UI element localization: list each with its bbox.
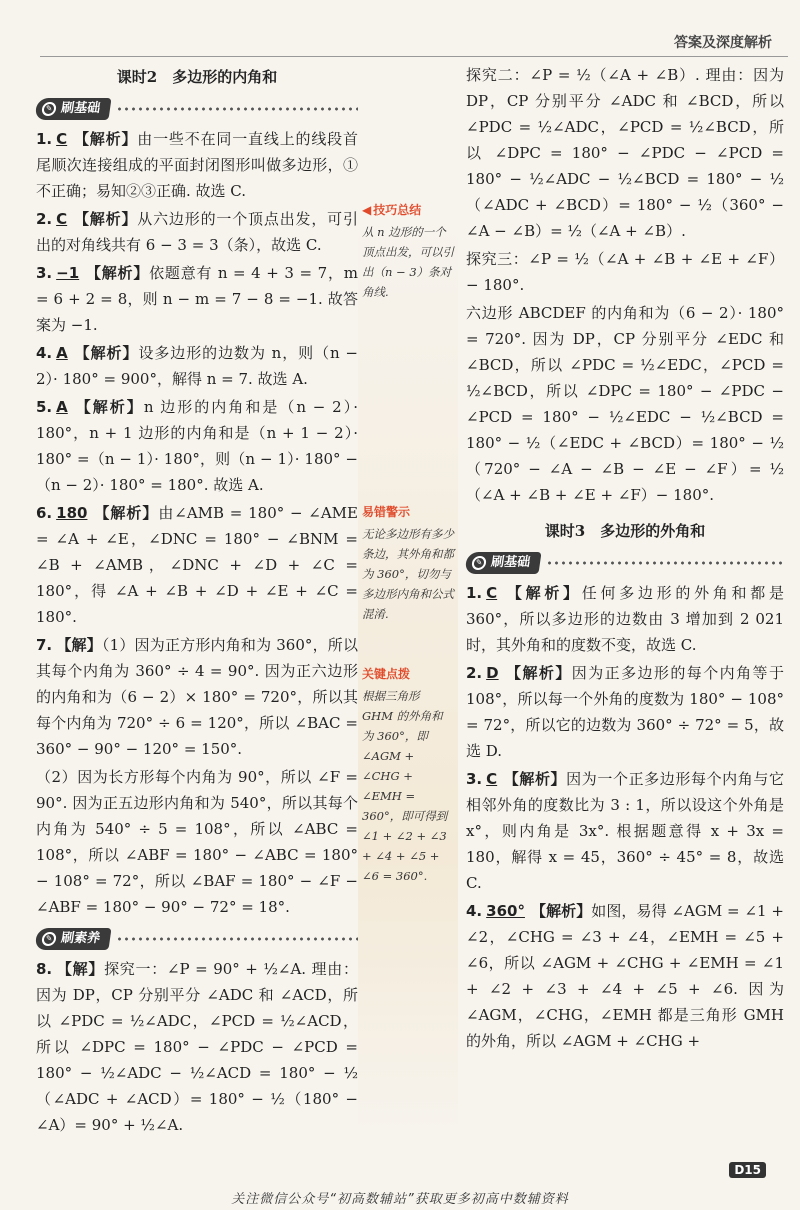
page-number: D15: [729, 1162, 766, 1178]
lesson-title: 课时3 多边形的外角和: [544, 522, 706, 540]
left-column: [36, 62, 358, 1140]
answer-item-part2: （2）因为长方形每个内角为 90°，所以 ∠F = 90°. 因为正五边形内角和为 540°，所以其每个内角为 540° ÷ 5 = 108°，所以 ∠ABC = 108°，所以 ∠ABF = 180° − ∠ABC = 180° − 108° = 72°，所以 ∠BAF = 180° − ∠F − ∠ABF = 180° − 90° − 72° = 18°.: [36, 768, 358, 916]
explore-two: 探究二：∠P = ½（∠A + ∠B）. 理由：因为 DP，CP 分别平分 ∠ADC 和 ∠BCD，所以 ∠PDC = ½∠ADC，∠PCD = ½∠BCD，所以 ∠DPC = 180° − ∠PDC − ∠PCD = 180° − ½∠ADC − ½∠BCD = 180° − ½（∠ADC + ∠BCD）= 180° − ½（360° − ∠A − ∠B）= ½（∠A + ∠B）.: [466, 66, 784, 240]
pen-icon: ✎: [471, 556, 487, 570]
header-divider: [40, 56, 788, 57]
answer-item: 2. C 【解析】从六边形的一个顶点出发，可引出的对角线共有 6 − 3 = 3（条），故选 C.: [36, 210, 358, 254]
lesson-title: 课时2 多边形的内角和: [116, 68, 278, 86]
explore-three-proof: 六边形 ABCDEF 的内角和为（6 − 2）· 180° = 720°. 因为 DP，CP 分别平分 ∠EDC 和 ∠BCD，所以 ∠PDC = ½∠EDC，∠PCD = ½∠BCD，所以 ∠DPC = 180° − ∠PDC − ∠PCD = 180° − ½∠EDC − ½∠BCD = 180° − ½（∠EDC + ∠BCD）= 180° − ½（720° − ∠A − ∠B − ∠E − ∠F）= ½（∠A + ∠B + ∠E + ∠F）− 180°.: [466, 304, 784, 504]
answer-item: 8. 【解】探究一：∠P = 90° + ½∠A. 理由：因为 DP，CP 分别平分 ∠ADC 和 ∠ACD，所以 ∠PDC = ½∠ADC，∠PCD = ½∠ACD，所以 ∠DPC = 180° − ∠PDC − ∠PCD = 180° − ½∠ADC − ½∠ACD = 180° − ½（∠ADC + ∠ACD）= 180° − ½（180° − ∠A）= 90° + ½∠A.: [36, 960, 358, 1134]
answer-item: 1. C 【解析】由一些不在同一直线上的线段首尾顺次连接组成的平面封闭图形叫做多边形，①不正确；易知②③正确. 故选 C.: [36, 130, 358, 200]
explore-three: 探究三：∠P = ½（∠A + ∠B + ∠E + ∠F）− 180°.: [466, 250, 784, 294]
answer-item: 4. 360° 【解析】如图，易得 ∠AGM = ∠1 + ∠2，∠CHG = ∠3 + ∠4，∠EMH = ∠5 + ∠6，所以 ∠AGM + ∠CHG + ∠EMH = ∠1 + ∠2 + ∠3 + ∠4 + ∠5 + ∠6. 因为 ∠AGM，∠CHG，∠EMH 都是三角形 GMH 的外角，所以 ∠AGM + ∠CHG +: [466, 902, 784, 1050]
answer-item: 2. D 【解析】因为正多边形的每个内角等于 108°，所以每一个外角的度数为 180° − 108° = 72°，所以它的边数为 360° ÷ 72° = 5，故选 D.: [466, 664, 784, 760]
tip-box: ◀ 技巧总结 从 n 边形的一个顶点出发，可以引出（n − 3）条对角线.: [362, 203, 454, 299]
pen-icon: ✎: [41, 102, 57, 116]
dotted-rule: [116, 937, 358, 941]
answer-item: 3. −1 【解析】依题意有 n = 4 + 3 = 7，m = 6 + 2 = 8，则 n − m = 7 − 8 = −1. 故答案为 −1.: [36, 264, 358, 334]
section-badge-basic: ✎ 刷基础: [36, 96, 358, 122]
right-column: [466, 62, 784, 1056]
answer-item: 5. A 【解析】n 边形的内角和是（n − 2）· 180°，n + 1 边形的内角和是（n + 1 − 2）· 180° =（n − 1）· 180°，则（n − 1）· 180° −（n − 2）· 180° = 180°. 故选 A.: [36, 398, 358, 494]
dotted-rule: [116, 107, 358, 111]
arrow-left-icon: ◀: [362, 203, 372, 217]
dotted-rule: [546, 561, 784, 565]
answer-item: 4. A 【解析】设多边形的边数为 n，则（n − 2）· 180° = 900°，解得 n = 7. 故选 A.: [36, 344, 358, 388]
page-header: [0, 0, 800, 60]
section-badge-basic: ✎ 刷基础: [466, 550, 784, 576]
footer-note: 关注微信公众号“初高数辅站”获取更多初高中数辅资料: [231, 1192, 569, 1207]
answer-item: 3. C 【解析】因为一个正多边形每个内角与它相邻外角的度数比为 3 : 1，所以设这个外角是 x°，则内角是 3x°. 根据题意得 x + 3x = 180，解得 x = 45，360° ÷ 45° = 8，故选 C.: [466, 770, 784, 892]
side-notes: [362, 200, 454, 926]
header-label: 答案及深度解析: [674, 35, 772, 51]
section-badge-literacy: ✎ 刷素养: [36, 926, 358, 952]
pen-icon: ✎: [41, 932, 57, 946]
answer-item: 1. C 【解析】任何多边形的外角和都是 360°，所以多边形的边数由 3 增加到 2 021 时，其外角和的度数不变，故选 C.: [466, 584, 784, 654]
tip-box: 易错警示 无论多边形有多少条边，其外角和都为 360°，切勿与多边形内角和公式混淆.: [362, 505, 454, 621]
tip-box: 关键点拨 根据三角形 GHM 的外角和为 360°，即 ∠AGM + ∠CHG + ∠EMH = 360°，即可得到 ∠1 + ∠2 + ∠3 + ∠4 + ∠5 + ∠6 = 360°.: [362, 667, 448, 883]
answer-item: 6. 180 【解析】由∠AMB = 180° − ∠AME = ∠A + ∠E，∠DNC = 180° − ∠BNM = ∠B + ∠AMB，∠DNC + ∠D + ∠C = 180°，得 ∠A + ∠B + ∠D + ∠E + ∠C = 180°.: [36, 504, 358, 626]
answer-item: 7. 【解】（1）因为正方形内角和为 360°，所以其每个内角为 360° ÷ 4 = 90°. 因为正六边形的内角和为（6 − 2）× 180° = 720°，所以其每个内角为 720° ÷ 6 = 120°，所以 ∠BAC = 360° − 90° − 120° = 150°.: [36, 636, 358, 758]
